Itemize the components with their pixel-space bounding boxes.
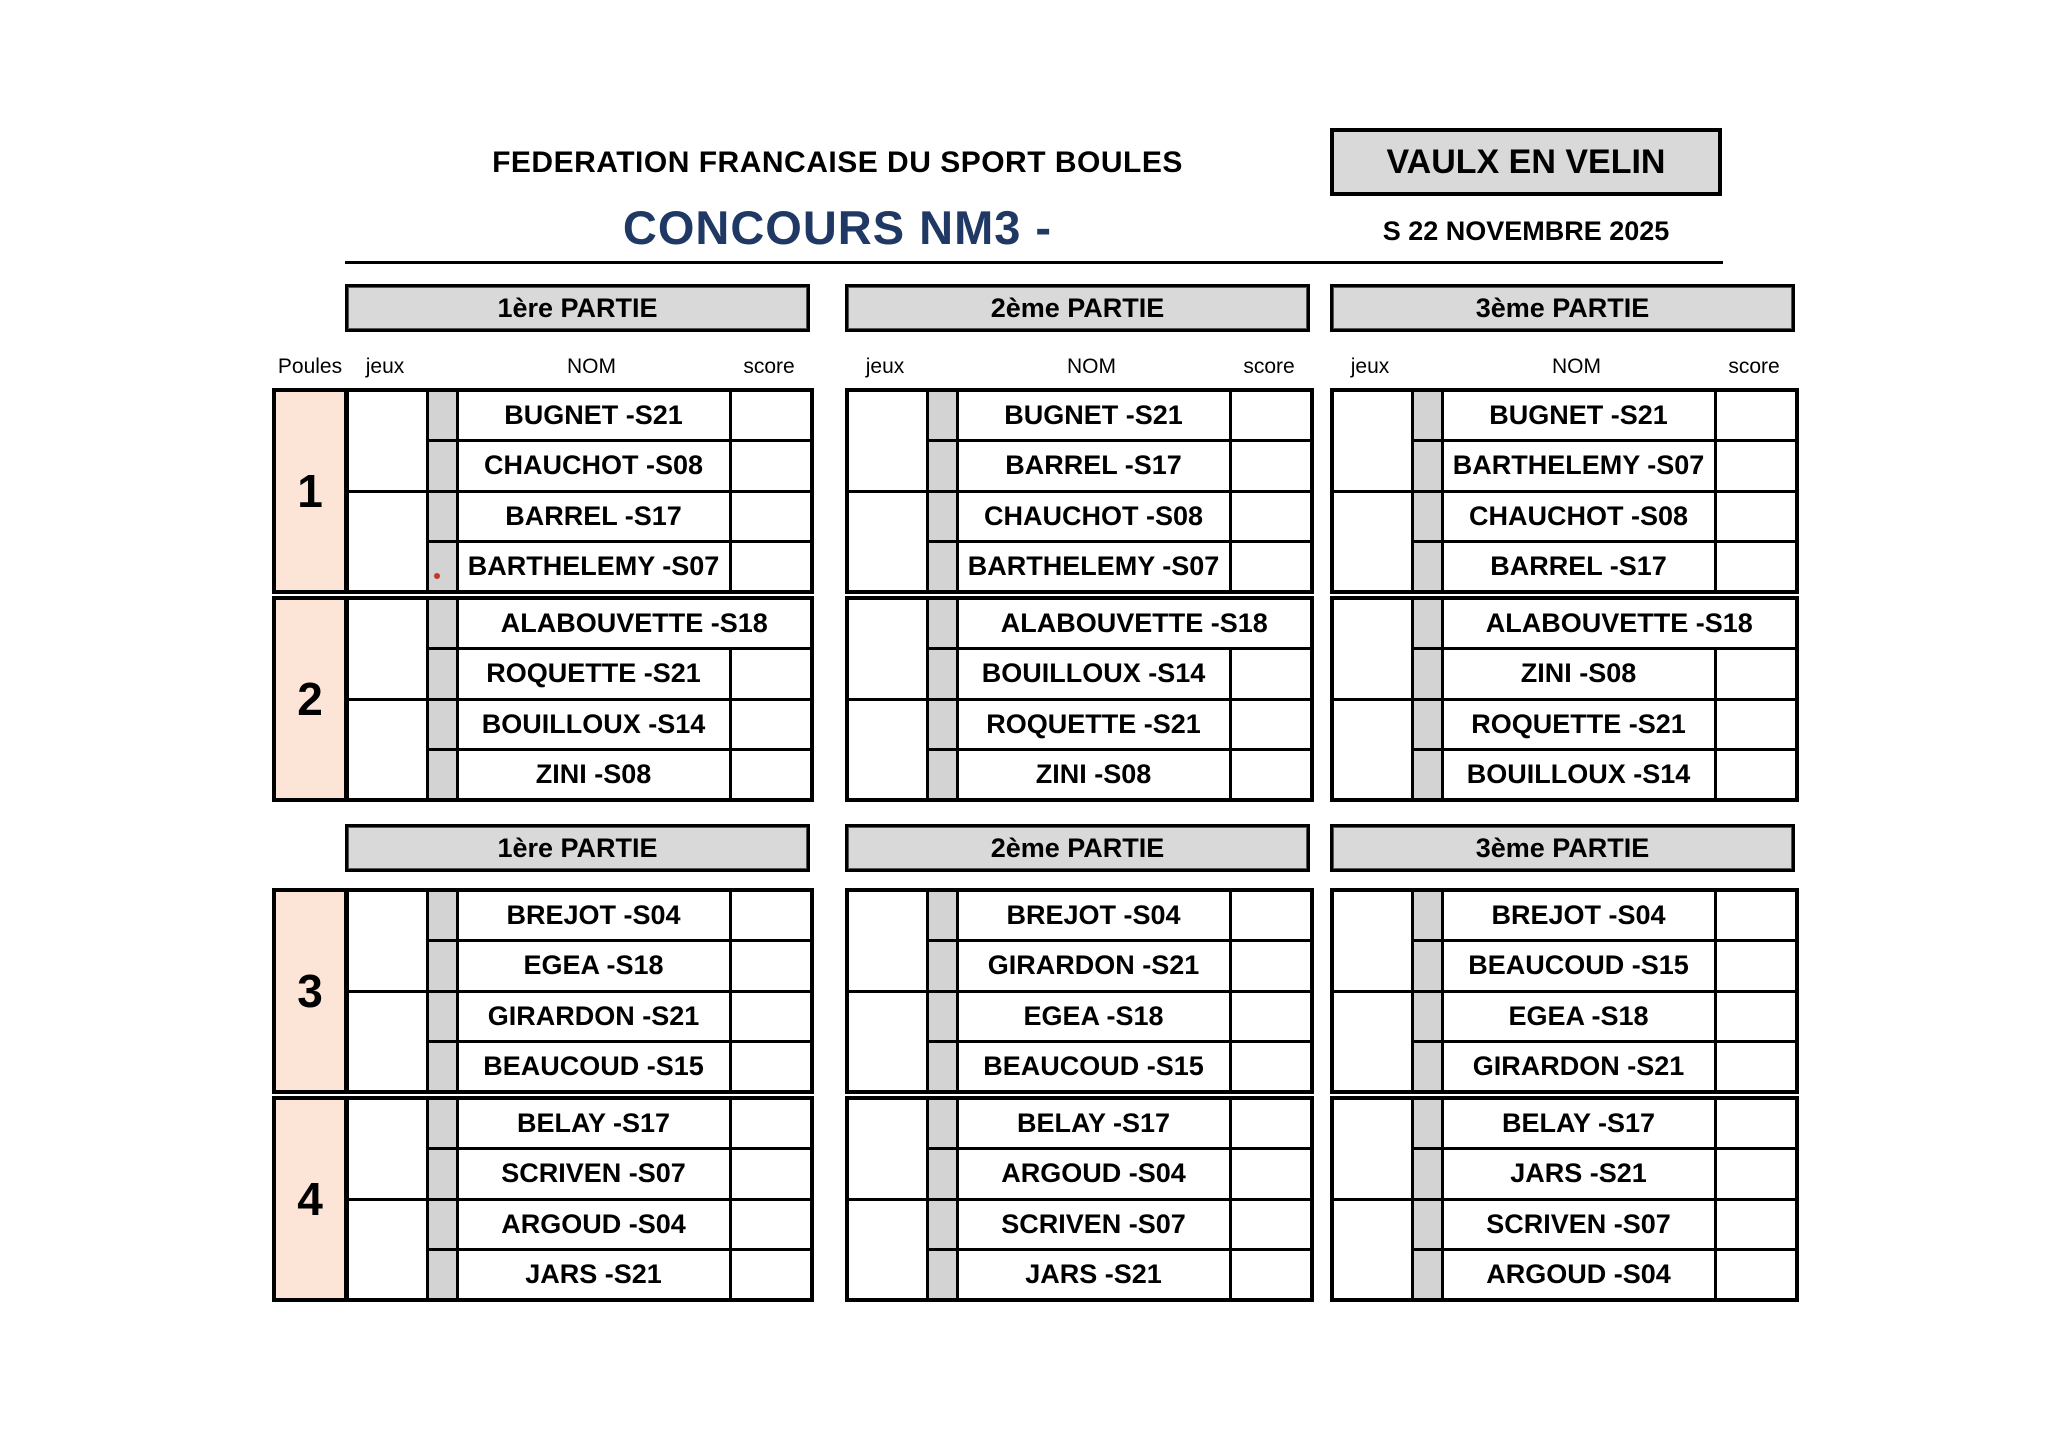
player-name-cell: BEAUCOUD -S15 [957, 1042, 1230, 1093]
player-name-cell: BUGNET -S21 [957, 390, 1230, 441]
strip-cell [927, 1098, 957, 1149]
player-name-cell: ALABOUVETTE -S18 [457, 598, 812, 649]
score-cell [1715, 491, 1797, 542]
score-cell [1715, 649, 1797, 700]
strip-cell [1412, 890, 1442, 941]
strip-cell [427, 542, 457, 593]
pool-table [345, 596, 814, 802]
poule-number: 3 [272, 888, 348, 1094]
jeux-cell [347, 390, 427, 491]
federation-title: FEDERATION FRANCAISE DU SPORT BOULES [492, 146, 1183, 179]
strip-cell [927, 750, 957, 801]
player-name-cell: ARGOUD -S04 [957, 1149, 1230, 1200]
player-name-cell: BEAUCOUD -S15 [1442, 941, 1715, 992]
score-cell [1715, 991, 1797, 1042]
player-name-cell: BOUILLOUX -S14 [1442, 750, 1715, 801]
score-cell [730, 390, 812, 441]
score-cell [1715, 699, 1797, 750]
player-name-cell: CHAUCHOT -S08 [1442, 491, 1715, 542]
jeux-cell [347, 890, 427, 991]
score-cell [1715, 1042, 1797, 1093]
strip-cell [1412, 699, 1442, 750]
jeux-cell [347, 699, 427, 800]
strip-cell [927, 542, 957, 593]
player-name-cell: BARTHELEMY -S07 [1442, 441, 1715, 492]
jeux-cell [847, 890, 927, 991]
strip-cell [927, 991, 957, 1042]
strip-cell [427, 1149, 457, 1200]
col-label-nom: NOM [1067, 355, 1116, 378]
score-cell [730, 750, 812, 801]
strip-cell [427, 991, 457, 1042]
strip-cell [427, 390, 457, 441]
strip-cell [1412, 941, 1442, 992]
strip-cell [1412, 1042, 1442, 1093]
col-label-jeux: jeux [865, 355, 905, 378]
player-name-cell: EGEA -S18 [457, 941, 730, 992]
player-name-cell: BREJOT -S04 [1442, 890, 1715, 941]
player-name-cell: CHAUCHOT -S08 [457, 441, 730, 492]
venue-label: VAULX EN VELIN [1386, 142, 1666, 181]
score-cell [1230, 649, 1312, 700]
strip-cell [427, 699, 457, 750]
player-name-cell: ZINI -S08 [1442, 649, 1715, 700]
score-cell [1715, 1149, 1797, 1200]
partie-header: 2ème PARTIE [845, 824, 1310, 872]
strip-cell [927, 1199, 957, 1250]
player-name-cell: SCRIVEN -S07 [1442, 1199, 1715, 1250]
score-cell [1230, 390, 1312, 441]
player-name-cell: JARS -S21 [957, 1250, 1230, 1301]
player-name-cell: SCRIVEN -S07 [457, 1149, 730, 1200]
score-cell [1230, 1250, 1312, 1301]
score-cell [730, 1199, 812, 1250]
strip-cell [1412, 491, 1442, 542]
player-name-cell: EGEA -S18 [957, 991, 1230, 1042]
jeux-cell [847, 699, 927, 800]
score-cell [730, 1042, 812, 1093]
strip-cell [1412, 750, 1442, 801]
player-name-cell: JARS -S21 [1442, 1149, 1715, 1200]
concours-title: CONCOURS NM3 - [622, 201, 1053, 254]
poule-number: 4 [272, 1096, 348, 1302]
score-cell [1715, 441, 1797, 492]
strip-cell [1412, 1098, 1442, 1149]
player-name-cell: JARS -S21 [457, 1250, 730, 1301]
player-name-cell: GIRARDON -S21 [957, 941, 1230, 992]
strip-cell [927, 649, 957, 700]
jeux-cell [1332, 991, 1412, 1092]
score-cell [1715, 890, 1797, 941]
strip-cell [927, 941, 957, 992]
strip-cell [1412, 1250, 1442, 1301]
partie-header: 3ème PARTIE [1330, 284, 1795, 332]
strip-cell [427, 1250, 457, 1301]
jeux-cell [1332, 390, 1412, 491]
player-name-cell: ALABOUVETTE -S18 [1442, 598, 1797, 649]
jeux-cell [1332, 1199, 1412, 1300]
player-name-cell: BELAY -S17 [1442, 1098, 1715, 1149]
score-cell [1715, 390, 1797, 441]
player-name-cell: BEAUCOUD -S15 [457, 1042, 730, 1093]
jeux-cell [847, 598, 927, 699]
poule-number: 1 [272, 388, 348, 594]
strip-cell [927, 1250, 957, 1301]
strip-cell [427, 1199, 457, 1250]
score-cell [1230, 542, 1312, 593]
date-label: S 22 NOVEMBRE 2025 [1382, 216, 1670, 246]
score-cell [1230, 1042, 1312, 1093]
player-name-cell: BARTHELEMY -S07 [457, 542, 730, 593]
strip-cell [427, 750, 457, 801]
score-cell [1715, 1199, 1797, 1250]
score-cell [1230, 1098, 1312, 1149]
venue-box [1330, 128, 1722, 196]
score-cell [730, 491, 812, 542]
strip-cell [1412, 598, 1442, 649]
score-cell [1230, 1149, 1312, 1200]
score-cell [730, 1149, 812, 1200]
col-label-poules: Poules [277, 355, 343, 378]
strip-cell [427, 1098, 457, 1149]
strip-cell [427, 890, 457, 941]
pool-table [845, 596, 1314, 802]
player-name-cell: BARTHELEMY -S07 [957, 542, 1230, 593]
player-name-cell: CHAUCHOT -S08 [957, 491, 1230, 542]
col-label-score: score [1728, 355, 1780, 378]
strip-cell [1412, 1149, 1442, 1200]
score-cell [730, 890, 812, 941]
player-name-cell: BARREL -S17 [1442, 542, 1715, 593]
col-label-jeux: jeux [1350, 355, 1390, 378]
strip-cell [927, 390, 957, 441]
score-cell [730, 1250, 812, 1301]
player-name-cell: EGEA -S18 [1442, 991, 1715, 1042]
player-name-cell: ROQUETTE -S21 [957, 699, 1230, 750]
col-label-score: score [1243, 355, 1295, 378]
col-label-nom: NOM [1552, 355, 1601, 378]
score-cell [1230, 991, 1312, 1042]
strip-cell [1412, 991, 1442, 1042]
jeux-cell [1332, 491, 1412, 592]
strip-cell [427, 941, 457, 992]
col-label-jeux: jeux [365, 355, 405, 378]
pool-table [845, 388, 1314, 594]
partie-header: 1ère PARTIE [345, 824, 810, 872]
jeux-cell [1332, 598, 1412, 699]
partie-header: 2ème PARTIE [845, 284, 1310, 332]
score-cell [1230, 941, 1312, 992]
player-name-cell: BUGNET -S21 [1442, 390, 1715, 441]
player-name-cell: ARGOUD -S04 [457, 1199, 730, 1250]
strip-cell [927, 699, 957, 750]
strip-cell [427, 1042, 457, 1093]
player-name-cell: BELAY -S17 [957, 1098, 1230, 1149]
strip-cell [427, 649, 457, 700]
jeux-cell [347, 491, 427, 592]
strip-cell [1412, 649, 1442, 700]
score-cell [730, 649, 812, 700]
player-name-cell: ZINI -S08 [457, 750, 730, 801]
player-name-cell: ALABOUVETTE -S18 [957, 598, 1312, 649]
partie-header: 1ère PARTIE [345, 284, 810, 332]
strip-cell [927, 491, 957, 542]
jeux-cell [1332, 699, 1412, 800]
title-underline [345, 261, 1723, 264]
strip-cell [1412, 1199, 1442, 1250]
pool-table [1330, 1096, 1799, 1302]
player-name-cell: BOUILLOUX -S14 [957, 649, 1230, 700]
strip-cell [927, 598, 957, 649]
pool-table [845, 888, 1314, 1094]
player-name-cell: BUGNET -S21 [457, 390, 730, 441]
player-name-cell: SCRIVEN -S07 [957, 1199, 1230, 1250]
jeux-cell [847, 1199, 927, 1300]
strip-cell [927, 1149, 957, 1200]
strip-cell [927, 890, 957, 941]
pool-table [1330, 888, 1799, 1094]
score-cell [730, 441, 812, 492]
player-name-cell: BARREL -S17 [957, 441, 1230, 492]
score-cell [730, 991, 812, 1042]
score-cell [1715, 1250, 1797, 1301]
score-cell [1230, 441, 1312, 492]
player-name-cell: BARREL -S17 [457, 491, 730, 542]
score-cell [1230, 699, 1312, 750]
col-label-score: score [743, 355, 795, 378]
pool-table [1330, 388, 1799, 594]
jeux-cell [1332, 890, 1412, 991]
score-cell [730, 542, 812, 593]
pool-table [345, 388, 814, 594]
pool-table [845, 1096, 1314, 1302]
pool-table [1330, 596, 1799, 802]
col-label-nom: NOM [567, 355, 616, 378]
player-name-cell: GIRARDON -S21 [457, 991, 730, 1042]
score-cell [730, 699, 812, 750]
player-name-cell: BELAY -S17 [457, 1098, 730, 1149]
pool-table [345, 888, 814, 1094]
jeux-cell [347, 598, 427, 699]
player-name-cell: ARGOUD -S04 [1442, 1250, 1715, 1301]
poule-number: 2 [272, 596, 348, 802]
jeux-cell [347, 1199, 427, 1300]
player-name-cell: BREJOT -S04 [957, 890, 1230, 941]
strip-cell [927, 441, 957, 492]
jeux-cell [347, 1098, 427, 1199]
pool-table [345, 1096, 814, 1302]
strip-cell [427, 598, 457, 649]
score-cell [730, 941, 812, 992]
score-cell [1230, 491, 1312, 542]
strip-cell [1412, 390, 1442, 441]
player-name-cell: ROQUETTE -S21 [1442, 699, 1715, 750]
jeux-cell [847, 491, 927, 592]
player-name-cell: ROQUETTE -S21 [457, 649, 730, 700]
strip-cell [927, 1042, 957, 1093]
score-cell [1230, 890, 1312, 941]
player-name-cell: BOUILLOUX -S14 [457, 699, 730, 750]
score-cell [1715, 542, 1797, 593]
player-name-cell: GIRARDON -S21 [1442, 1042, 1715, 1093]
score-cell [730, 1098, 812, 1149]
jeux-cell [847, 1098, 927, 1199]
player-name-cell: BREJOT -S04 [457, 890, 730, 941]
score-cell [1715, 750, 1797, 801]
jeux-cell [847, 991, 927, 1092]
jeux-cell [347, 991, 427, 1092]
strip-cell [427, 441, 457, 492]
player-name-cell: ZINI -S08 [957, 750, 1230, 801]
score-cell [1715, 1098, 1797, 1149]
strip-cell [1412, 542, 1442, 593]
score-cell [1230, 750, 1312, 801]
score-cell [1715, 941, 1797, 992]
strip-cell [427, 491, 457, 542]
score-cell [1230, 1199, 1312, 1250]
strip-cell [1412, 441, 1442, 492]
jeux-cell [847, 390, 927, 491]
jeux-cell [1332, 1098, 1412, 1199]
red-dot-marker [434, 573, 440, 579]
partie-header: 3ème PARTIE [1330, 824, 1795, 872]
